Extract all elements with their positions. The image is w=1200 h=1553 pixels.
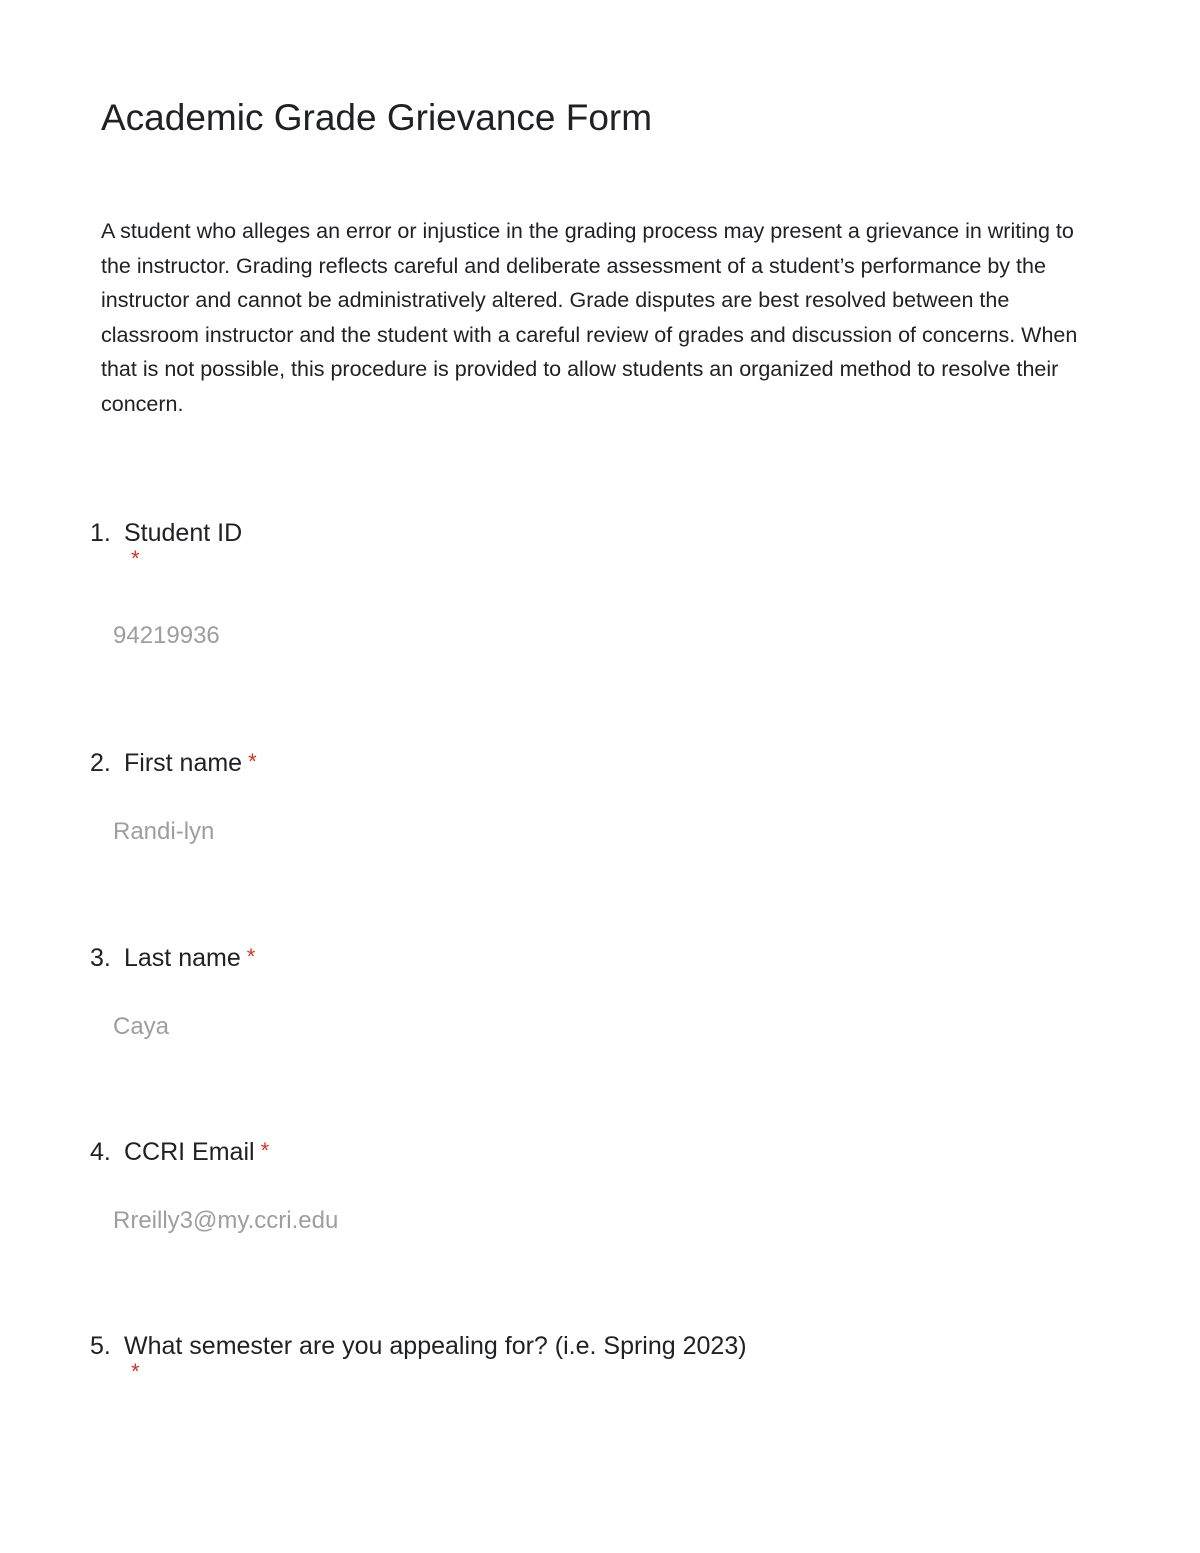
question-label: Student ID [124,519,243,547]
last-name-answer[interactable]: Caya [113,1013,170,1040]
question-title [90,940,1110,975]
question-last-name [90,940,1110,1040]
question-ccri-email [90,1134,1110,1234]
required-asterisk: * [260,1138,270,1163]
question-number: 3. [90,944,111,972]
question-label: CCRI Email [124,1138,255,1166]
question-number: 5. [90,1332,111,1360]
question-first-name [90,745,1110,845]
question-label: Last name [124,944,241,972]
question-title [90,1329,1110,1363]
question-title [90,745,1110,780]
question-student-id [90,516,1110,649]
question-number: 4. [90,1138,111,1166]
form-title: Academic Grade Grievance Form [101,97,653,138]
question-number: 2. [90,749,111,777]
question-title [90,1134,1110,1169]
required-asterisk: * [246,944,256,969]
student-id-answer[interactable]: 94219936 [113,622,220,649]
ccri-email-answer[interactable]: Rreilly3@my.ccri.edu [113,1207,339,1234]
form-description: A student who alleges an error or injustice in the grading process may present a grievance in writing to the instructor. Grading reflects careful and deliberate assessment of a student’s performance by the instructor and cannot be administratively altered. Grade disputes are best resolved between the classroom instructor and the student with a careful review of grades and discussion of concerns. When that is not possible, this procedure is provided to allow students an organized method to resolve their concern. [101,219,1078,416]
question-number: 1. [90,519,111,547]
required-asterisk: * [131,1359,140,1384]
required-asterisk: * [248,749,257,774]
question-semester [90,1329,1110,1385]
first-name-answer[interactable]: Randi-lyn [113,818,215,845]
question-label: First name [124,749,243,777]
question-label: What semester are you appealing for? (i.e. Spring 2023) [124,1332,747,1360]
question-title [90,516,1110,550]
required-asterisk: * [131,546,140,571]
